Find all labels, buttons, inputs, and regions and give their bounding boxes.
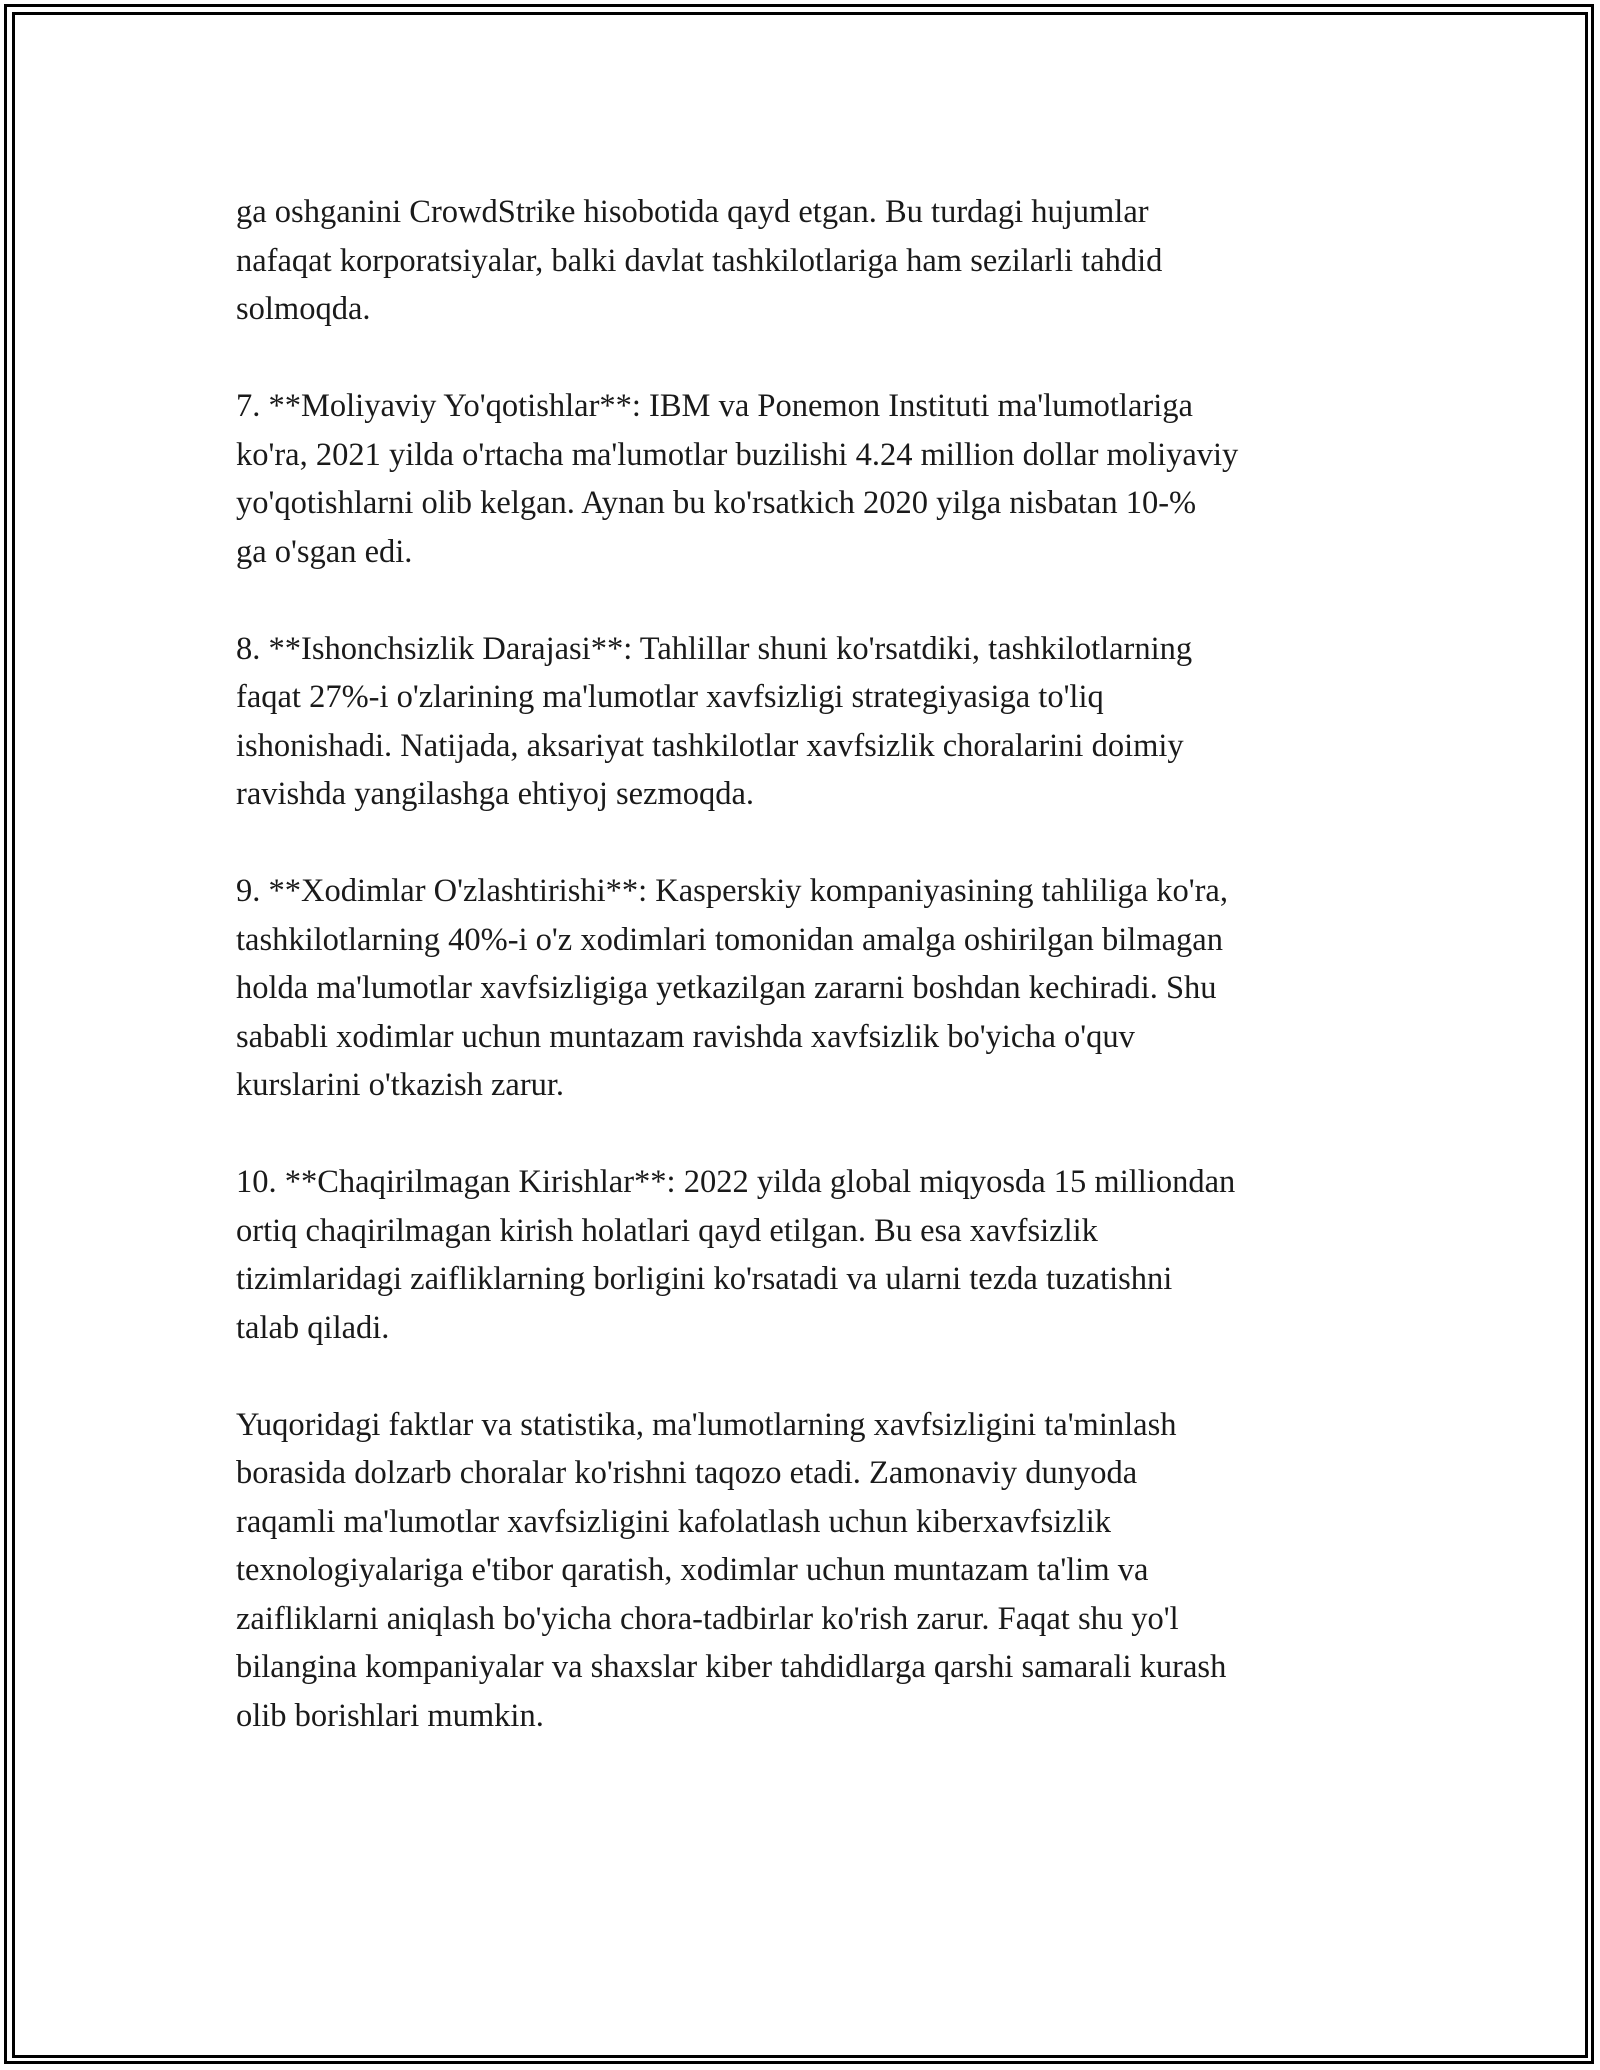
paragraph-item-9-employee-awareness: 9. **Xodimlar O'zlashtirishi**: Kasperskiy kompaniyasining tahliliga ko'ra, tashkilotlarning 40%-i o'z xodimlari tomonidan amalga oshirilgan bilmagan holda ma'lumotlar xavfsizligiga yetkazilgan zararni boshdan kechiradi. Shu sababli xodimlar uchun muntazam ravishda xavfsizlik bo'yicha o'quv kurslarini o'tkazish zarur. <box>236 873 1228 1103</box>
paragraph-item-10-unauthorized-access: 10. **Chaqirilmagan Kirishlar**: 2022 yilda global miqyosda 15 milliondan ortiq chaqirilmagan kirish holatlari qayd etilgan. Bu esa xavfsizlik tizimlaridagi zaifliklarning borligini ko'rsatadi va ularni tezda tuzatishni talab qiladi. <box>236 1164 1236 1346</box>
paragraph-conclusion: Yuqoridagi faktlar va statistika, ma'lumotlarning xavfsizligini ta'minlash borasida dolzarb choralar ko'rishni taqozo etadi. Zamonaviy dunyoda raqamli ma'lumotlar xavfsizligini kafolatlash uchun kiberxavfsizlik texnologiyalariga e'tibor qaratish, xodimlar uchun muntazam ta'lim va zaifliklarni aniqlash bo'yicha chora-tadbirlar ko'rish zarur. Faqat shu yo'l bilangina kompaniyalar va shaxslar kiber tahdidlarga qarshi samarali kurash olib borishlari mumkin. <box>236 1406 1227 1734</box>
document-body <box>236 188 1376 1789</box>
paragraph-item-8-distrust-level: 8. **Ishonchsizlik Darajasi**: Tahlillar shuni ko'rsatdiki, tashkilotlarning faqat 27%-i o'zlarining ma'lumotlar xavfsizligi strategiyasiga to'liq ishonishadi. Natijada, aksariyat tashkilotlar xavfsizlik choralarini doimiy ravishda yangilashga ehtiyoj sezmoqda. <box>236 630 1193 812</box>
paragraph-intro-continuation: ga oshganini CrowdStrike hisobotida qayd etgan. Bu turdagi hujumlar nafaqat korporatsiyalar, balki davlat tashkilotlariga ham sezilarli tahdid solmoqda. <box>236 194 1163 327</box>
paragraph-item-7-financial-losses: 7. **Moliyaviy Yo'qotishlar**: IBM va Ponemon Instituti ma'lumotlariga ko'ra, 2021 yilda o'rtacha ma'lumotlar buzilishi 4.24 million dollar moliyaviy yo'qotishlarni olib kelgan. Aynan bu ko'rsatkich 2020 yilga nisbatan 10-% ga o'sgan edi. <box>236 388 1239 570</box>
